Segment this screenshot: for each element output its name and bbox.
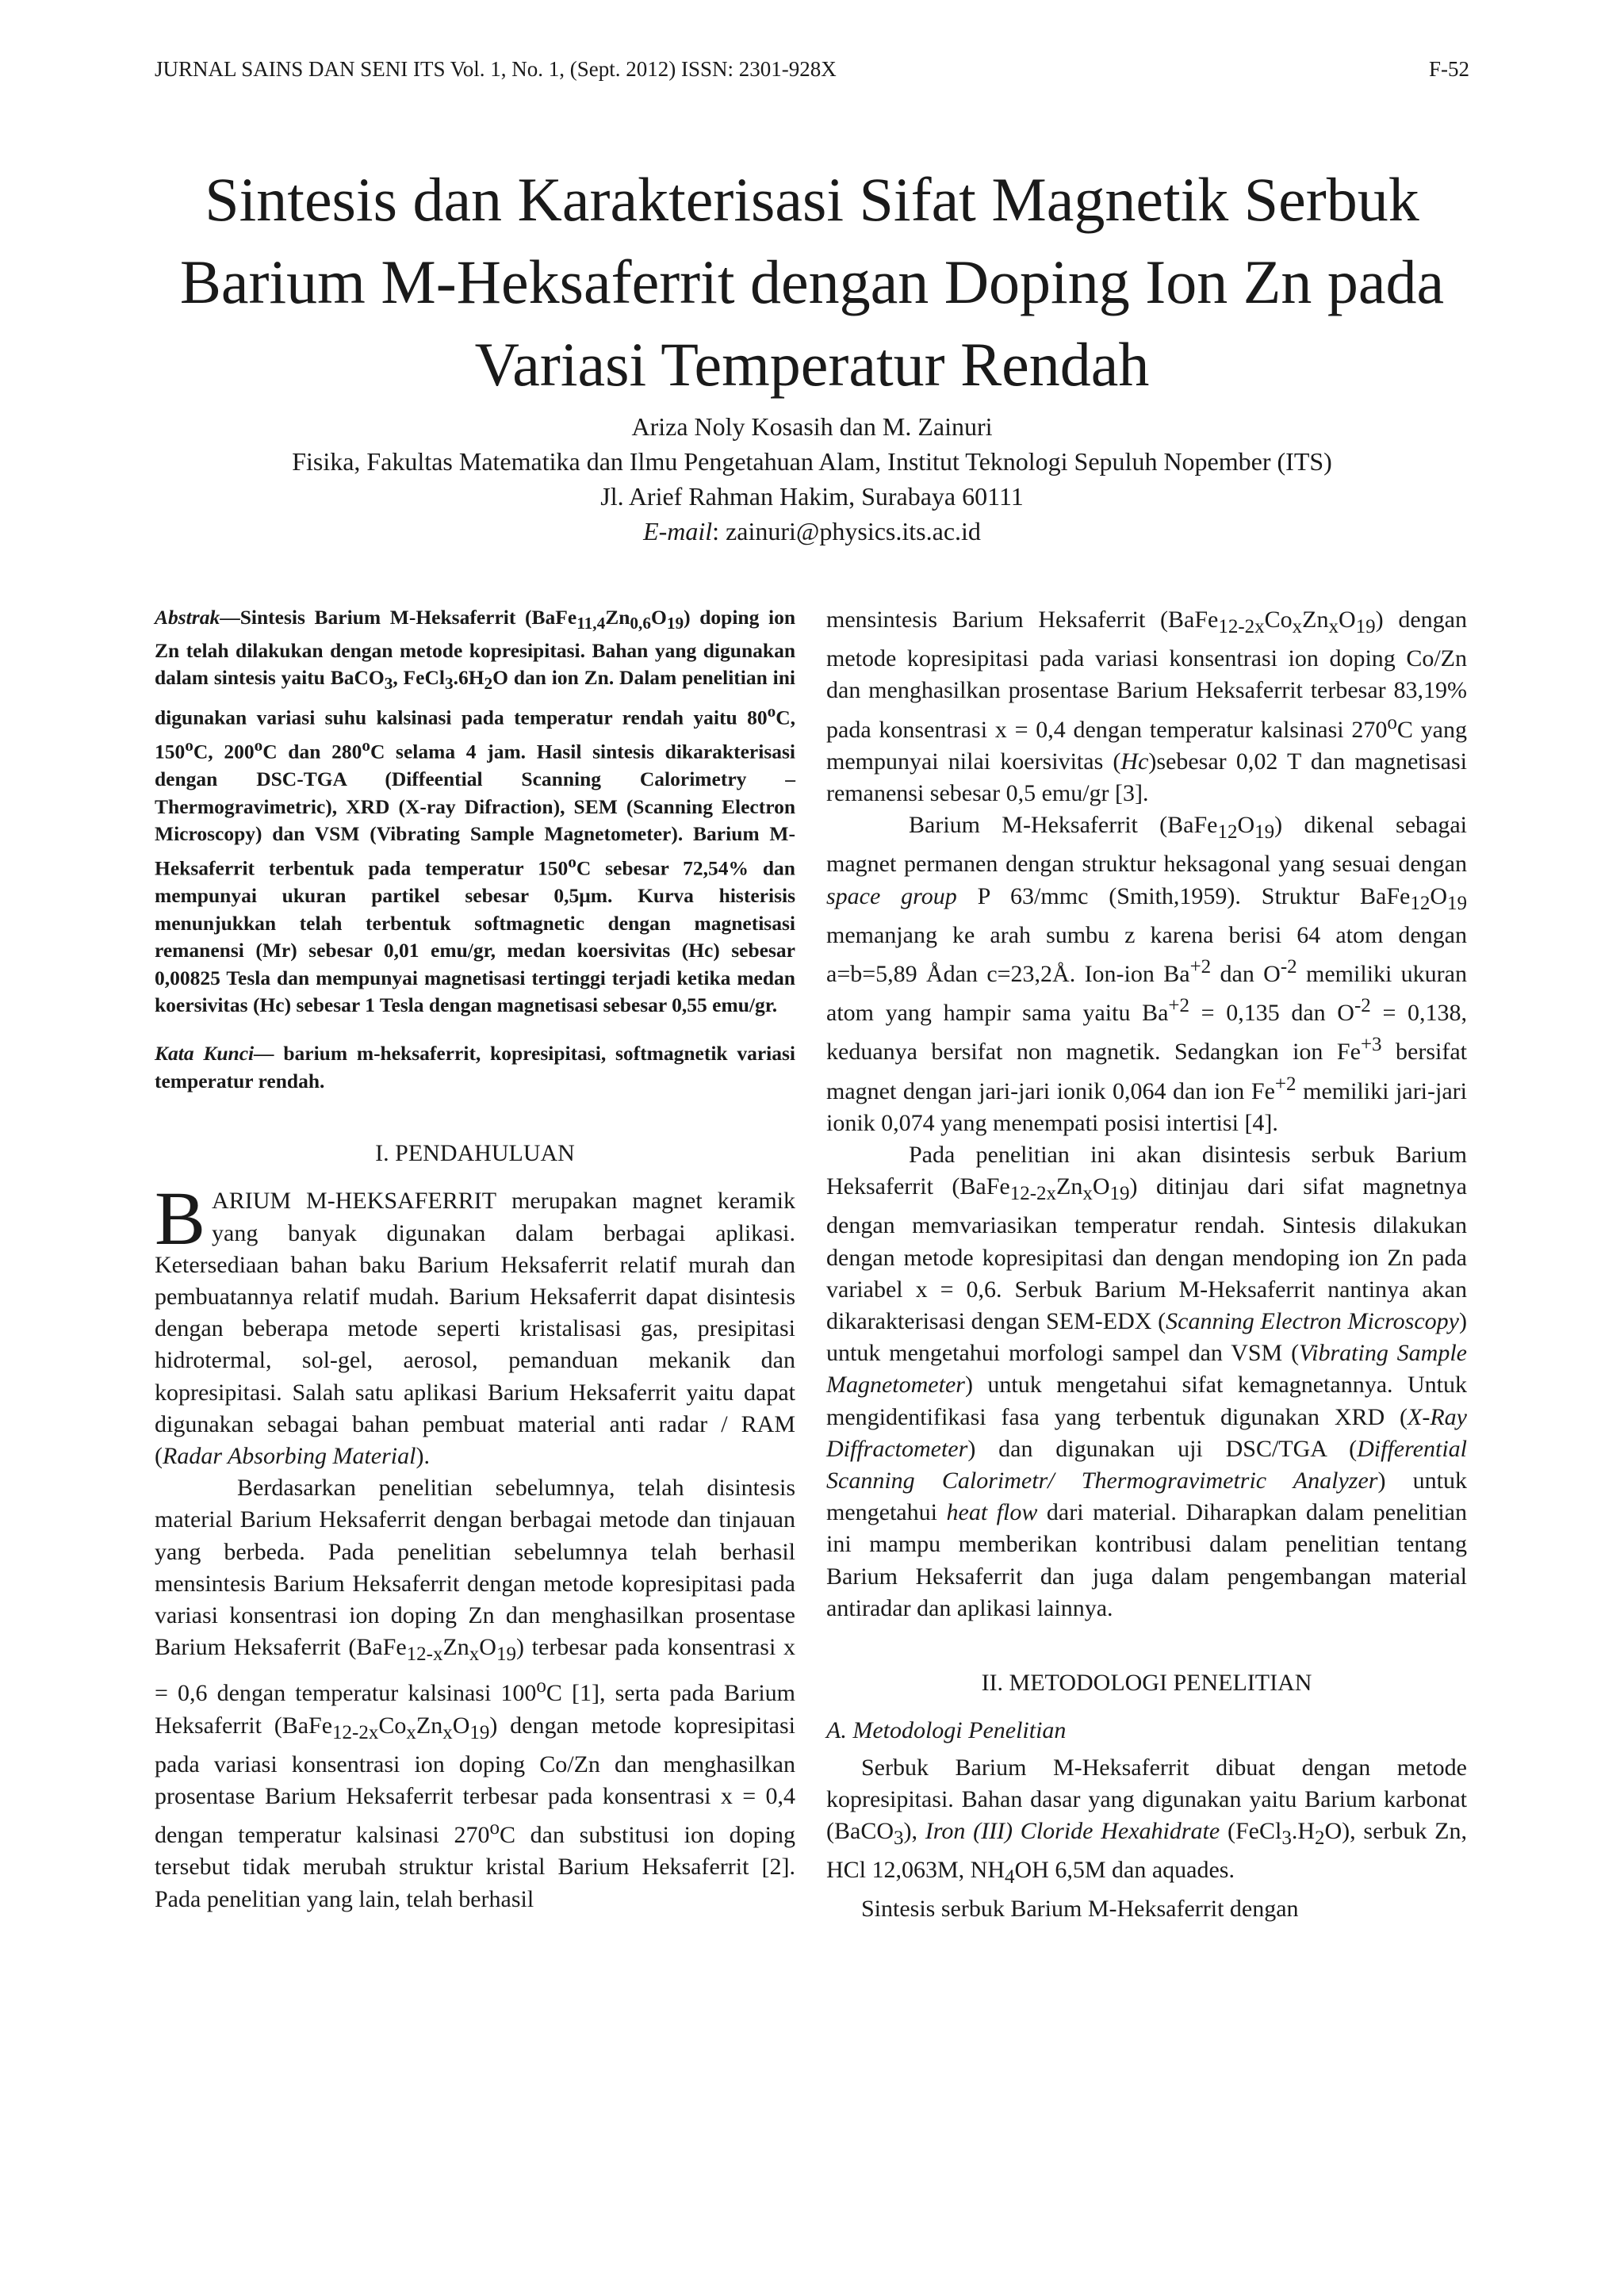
intro-paragraph-1: BARIUM M-HEKSAFERRIT merupakan magnet keramik yang banyak digunakan dalam berbagai aplikasi. Ketersediaan bahan baku Barium Heksaferrit relatif murah dan pembuatannya relatif mudah. Barium Heksaferrit dapat disintesis dengan beberapa metode seperti kristalisasi gas, presipitasi hidrotermal, sol-gel, aerosol, pemanduan mekanik dan kopresipitasi. Salah satu aplikasi Barium Heksaferrit yaitu dapat digunakan sebagai bahan pembuat material anti radar / RAM (Radar Absorbing Material).: [155, 1176, 795, 1470]
left-column: [155, 604, 795, 1915]
subsection-heading-a: A. Metodologi Penelitian: [826, 1717, 1067, 1744]
keywords: [155, 1040, 795, 1095]
author-address: Jl. Arief Rahman Hakim, Surabaya 60111: [600, 482, 1024, 511]
paper-title: [119, 159, 1505, 406]
methods-paragraph-1: Serbuk Barium M-Heksaferrit dibuat dengan metode kopresipitasi. Bahan dasar yang digunakan yaitu Barium karbonat (BaCO$_3$), Iron (III) Cloride Hexahidrate $(FeCl_3.H_2O)$, serbuk Zn, HCl 12,063M, $NH_4OH$ 6,5M dan aquades.: [826, 1754, 1467, 1888]
body-paragraph-structure: Barium M-Heksaferrit $(BaFe_{12}O_{19})$ dikenal sebagai magnet permanen dengan struktur heksagonal yang sesuai dengan space group P 63/mmc (Smith,1959). Struktur $BaFe_{12}O_{19}$ memanjang ke arah sumbu z karena berisi 64 atom dengan a=b=5,89 Ådan c=23,2Å. Ion-ion $Ba^{+2}$ dan $O^{-2}$ memiliki ukuran atom yang hampir sama yaitu $Ba^{+2} = 0,135$ dan $O^{-2} = 0,138$, keduanya bersifat non magnetik. Sedangkan ion $Fe^{+3}$ bersifat magnet dengan jari-jari ionik 0,064 dan ion $Fe^{+2}$ memiliki jari-jari ionik 0,074 yang menempati posisi intertisi [4].: [826, 812, 1468, 1136]
right-column: [826, 604, 1467, 1926]
author-email: [119, 514, 1505, 549]
running-head: [155, 57, 1469, 89]
keywords-label: Kata Kunci—: [155, 1042, 274, 1065]
keywords-text: barium m-heksaferrit, kopresipitasi, softmagnetik variasi temperatur rendah.: [155, 1042, 795, 1093]
author-block: [119, 409, 1505, 549]
page-number: F-52: [1428, 57, 1469, 81]
email-address: : zainuri@physics.its.ac.id: [712, 517, 981, 545]
intro-lead: ARIUM M-HEKSAFERRIT: [212, 1188, 497, 1215]
email-label: E-mail: [643, 517, 713, 545]
author-affiliation: Fisika, Fakultas Matematika dan Ilmu Pengetahuan Alam, Institut Teknologi Sepuluh Nopember (ITS): [292, 447, 1332, 476]
journal-citation: JURNAL SAINS DAN SENI ITS Vol. 1, No. 1, (Sept. 2012) ISSN: 2301-928X: [155, 57, 837, 81]
body-paragraph-continued: mensintesis Barium Heksaferrit $(BaFe_{12-2x}Co_xZn_xO_{19})$ dengan metode kopresipitasi pada variasi konsentrasi ion doping Co/Zn dan menghasilkan prosentase Barium Heksaferrit terbesar 83,19% pada konsentrasi x = 0,4 dengan temperatur kalsinasi 270$^o$C yang mempunyai nilai koersivitas (Hc)sebesar 0,02 T dan magnetisasi remanensi sebesar 0,5 emu/gr [3].: [826, 607, 1468, 807]
title-line-2: Barium M-Heksaferrit dengan Doping Ion Zn pada: [179, 247, 1445, 316]
methods-paragraph-2: Sintesis serbuk Barium M-Heksaferrit dengan: [861, 1896, 1299, 1923]
title-line-1: Sintesis dan Karakterisasi Sifat Magnetik Serbuk: [205, 165, 1419, 234]
abstract-label: Abstrak: [155, 606, 220, 629]
section-heading-metodologi: II. METODOLOGI PENELITIAN: [981, 1670, 1312, 1697]
title-line-3: Variasi Temperatur Rendah: [474, 330, 1150, 399]
section-heading-pendahuluan: I. PENDAHULUAN: [375, 1140, 575, 1167]
intro-paragraph-2: Berdasarkan penelitian sebelumnya, telah disintesis material Barium Heksaferrit dengan berbagai metode dan tinjauan yang berbeda. Pada penelitian sebelumnya telah berhasil mensintesis Barium Heksaferrit dengan metode kopresipitasi pada variasi konsentrasi ion doping Zn dan menghasilkan prosentase Barium Heksaferrit $(BaFe_{12-x}Zn_xO_{19})$ terbesar pada konsentrasi x = 0,6 dengan temperatur kalsinasi 100$^o$C [1], serta pada Barium Heksaferrit $(BaFe_{12-2x}Co_xZn_xO_{19})$ dengan metode kopresipitasi pada variasi konsentrasi ion doping Co/Zn dan menghasilkan prosentase Barium Heksaferrit terbesar pada konsentrasi x = 0,4 dengan temperatur kalsinasi 270$^o$C dan substitusi ion doping tersebut tidak merubah struktur kristal Barium Heksaferrit [2]. Pada penelitian yang lain, telah berhasil: [155, 1475, 796, 1912]
drop-cap: B: [155, 1176, 206, 1261]
body-paragraph-aims: Pada penelitian ini akan disintesis serbuk Barium Heksaferrit $(BaFe_{12-2x}Zn_xO_{19})$ ditinjau dari sifat magnetnya dengan memvariasikan temperatur rendah. Sintesis dilakukan dengan metode kopresipitasi dan dengan mendoping ion Zn pada variabel x = 0,6. Serbuk Barium M-Heksaferrit nantinya akan dikarakterisasi dengan SEM-EDX (Scanning Electron Microscopy) untuk mengetahui morfologi sampel dan VSM (Vibrating Sample Magnetometer) untuk mengetahui sifat kemagnetannya. Untuk mengidentifikasi fasa yang terbentuk digunakan XRD (X-Ray Diffractometer) dan digunakan uji DSC/TGA (Differential Scanning Calorimetr/ Thermogravimetric Analyzer) untuk mengetahui heat flow dari material. Diharapkan dalam penelitian ini mampu memberikan kontribusi dalam penelitian tentang Barium Heksaferrit dan juga dalam pengembangan material antiradar dan aplikasi lainnya.: [826, 1142, 1467, 1621]
author-names: Ariza Noly Kosasih dan M. Zainuri: [631, 412, 993, 441]
abstract: Abstrak—Sintesis Barium M-Heksaferrit $(BaFe_{11,4}Zn_{0,6}O_{19})$ doping ion Zn telah dilakukan dengan metode kopresipitasi. Bahan yang digunakan dalam sintesis yaitu BaCO$_3$, $FeCl_3.6H_2O$ dan ion Zn. Dalam penelitian ini digunakan variasi suhu kalsinasi pada temperatur rendah yaitu 80$^o$C, 150$^o$C, 200$^o$C dan 280$^o$C selama 4 jam. Hasil sintesis dikarakterisasi dengan DSC-TGA (Diffeential Scanning Calorimetry – Thermogravimetric), XRD (X-ray Difraction), SEM (Scanning Electron Microscopy) dan VSM (Vibrating Sample Magnetometer). Barium M-Heksaferrit terbentuk pada temperatur 150$^o$C sebesar 72,54% dan mempunyai ukuran partikel sebesar 0,5μm. Kurva histerisis menunjukkan telah terbentuk softmagnetic dengan magnetisasi remanensi (Mr) sebesar 0,01 emu/gr, medan koersivitas (Hc) sebesar 0,00825 Tesla dan mempunyai magnetisasi tertinggi terjadi ketika medan koersivitas (Hc) sebesar 1 Tesla dengan magnetisasi sebesar 0,55 emu/gr.: [155, 606, 796, 1017]
